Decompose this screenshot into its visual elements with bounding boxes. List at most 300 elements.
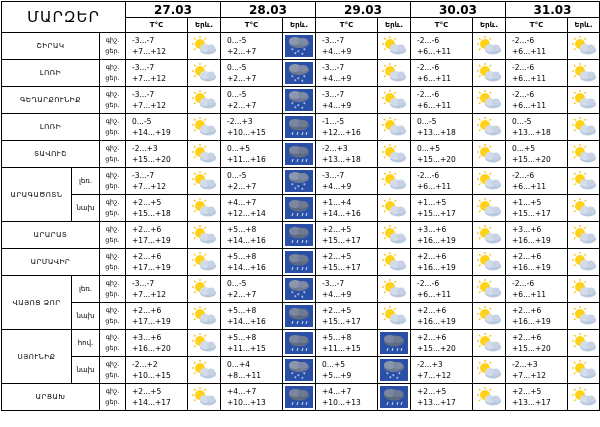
night-temp: -2...-6	[512, 171, 535, 180]
svg-text:*: *	[294, 376, 297, 381]
sun-cloud-icon	[568, 114, 600, 141]
night-temp: -2...+3	[512, 360, 538, 369]
temp-cell	[221, 60, 283, 87]
temp-cell	[506, 60, 568, 87]
temp-cell	[411, 168, 473, 195]
svg-text:*: *	[303, 183, 306, 189]
day-temp: +14...+16	[227, 317, 266, 326]
svg-text:*: *	[297, 185, 300, 191]
temp-cell	[411, 33, 473, 60]
temp-cell	[506, 222, 568, 249]
temp-cell	[411, 330, 473, 357]
night-temp: 0...-5	[227, 171, 247, 180]
day-temp: +17...+19	[132, 317, 171, 326]
temp-cell	[126, 87, 188, 114]
sun-cloud-icon	[568, 168, 600, 195]
sun-cloud-icon	[473, 222, 506, 249]
night-temp: -2...+3	[417, 360, 443, 369]
day-temp: +6...+11	[417, 74, 452, 83]
night-temp: +2...+6	[512, 252, 542, 261]
rain-icon	[283, 114, 316, 141]
day-temp: +13...+18	[512, 128, 551, 137]
temp-cell	[316, 357, 378, 384]
day-label: ցեր.	[105, 290, 120, 298]
temp-cell	[411, 357, 473, 384]
day-temp: +14...+19	[132, 128, 171, 137]
night-label: գիշ.	[105, 36, 120, 44]
forecast-table	[1, 1, 600, 411]
date-header: 27.03	[126, 2, 221, 18]
temp-cell	[126, 195, 188, 222]
day-temp: +16...+20	[132, 344, 171, 353]
rain-icon	[283, 222, 316, 249]
night-temp: +3...+6	[132, 333, 162, 342]
temp-cell	[411, 60, 473, 87]
day-temp: +15...+18	[132, 209, 171, 218]
sun-cloud-icon	[378, 114, 411, 141]
svg-text:*: *	[392, 374, 395, 380]
region-name: ԱՐՑԱԽ	[2, 384, 100, 411]
snow-icon	[283, 357, 316, 384]
day-temp: +11...+15	[322, 344, 361, 353]
time-labels	[100, 357, 126, 384]
sun-cloud-icon	[568, 33, 600, 60]
day-temp: +6...+11	[417, 182, 452, 191]
day-temp: +7...+12	[132, 74, 167, 83]
day-temp: +11...+15	[227, 344, 266, 353]
snow-icon	[283, 168, 316, 195]
day-temp: +16...+19	[417, 236, 456, 245]
svg-text:*: *	[297, 293, 300, 299]
temp-cell	[221, 141, 283, 168]
night-label: գիշ.	[105, 306, 120, 314]
sun-cloud-icon	[188, 303, 221, 330]
day-temp: +6...+11	[512, 182, 547, 191]
night-temp: 0...-5	[227, 63, 247, 72]
temp-cell	[316, 384, 378, 411]
day-temp: +14...+16	[227, 236, 266, 245]
temp-header: T°C	[316, 18, 378, 33]
sun-cloud-icon	[473, 303, 506, 330]
temp-cell	[411, 303, 473, 330]
sun-cloud-icon	[188, 141, 221, 168]
day-temp: +10...+15	[132, 371, 171, 380]
region-name: ԱՐԱԳԱԾՈՏՆ	[2, 168, 72, 222]
day-temp: +6...+11	[417, 47, 452, 56]
svg-text:*: *	[297, 104, 300, 110]
zone-label: հով.	[72, 330, 100, 357]
sun-cloud-icon	[568, 330, 600, 357]
day-temp: +10...+15	[227, 128, 266, 137]
night-temp: +5...+8	[227, 225, 257, 234]
sun-cloud-icon	[473, 249, 506, 276]
rain-icon	[283, 384, 316, 411]
sun-cloud-icon	[568, 195, 600, 222]
sun-cloud-icon	[188, 114, 221, 141]
day-temp: +15...+17	[322, 263, 361, 272]
sun-cloud-icon	[378, 276, 411, 303]
snow-icon	[283, 60, 316, 87]
day-temp: +14...+16	[322, 209, 361, 218]
temp-cell	[316, 222, 378, 249]
temp-cell	[316, 60, 378, 87]
sun-cloud-icon	[188, 357, 221, 384]
night-temp: -2...-6	[512, 63, 535, 72]
night-temp: 0...+4	[227, 360, 250, 369]
snow-icon	[283, 33, 316, 60]
region-name: ՏԱՎՈՒՇ	[2, 141, 100, 168]
sun-cloud-icon	[568, 60, 600, 87]
night-temp: -3...-7	[132, 63, 155, 72]
night-temp: -2...+3	[322, 144, 348, 153]
temp-cell	[126, 357, 188, 384]
temp-cell	[221, 303, 283, 330]
temp-cell	[126, 330, 188, 357]
day-temp: +13...+18	[417, 128, 456, 137]
rain-icon	[283, 195, 316, 222]
temp-cell	[506, 330, 568, 357]
region-name: ԱՐԱՐԱՏ	[2, 222, 100, 249]
night-temp: -3...-7	[132, 279, 155, 288]
time-labels	[100, 384, 126, 411]
day-temp: +15...+17	[417, 209, 456, 218]
day-label: ցեր.	[105, 263, 120, 271]
day-temp: +10...+13	[322, 398, 361, 407]
sun-cloud-icon	[473, 195, 506, 222]
night-temp: +4...+7	[322, 387, 352, 396]
night-temp: +4...+7	[227, 387, 257, 396]
day-temp: +2...+7	[227, 101, 257, 110]
table-row	[2, 249, 600, 276]
temp-header: T°C	[126, 18, 188, 33]
sun-cloud-icon	[188, 87, 221, 114]
day-temp: +17...+19	[132, 236, 171, 245]
temp-cell	[316, 303, 378, 330]
zone-label: նախ	[72, 195, 100, 222]
region-name: ԱՐՄԱՎԻՐ	[2, 249, 100, 276]
day-temp: +16...+19	[512, 317, 551, 326]
table-title: ՄԱՐԶԵՐ	[2, 2, 126, 33]
sun-cloud-icon	[568, 276, 600, 303]
sun-cloud-icon	[378, 141, 411, 168]
region-name: ՇԻՐԱԿ	[2, 33, 100, 60]
table-row	[2, 114, 600, 141]
day-label: ցեր.	[105, 47, 120, 55]
sun-cloud-icon	[378, 33, 411, 60]
night-label: գիշ.	[105, 117, 120, 125]
day-label: ցեր.	[105, 128, 120, 136]
day-temp: +11...+16	[227, 155, 266, 164]
night-temp: +1...+5	[417, 198, 447, 207]
table-row	[2, 141, 600, 168]
table-row	[2, 357, 600, 384]
rain-icon	[283, 303, 316, 330]
temp-cell	[126, 303, 188, 330]
day-temp: +12...+14	[227, 209, 266, 218]
table-row	[2, 168, 600, 195]
svg-text:*: *	[294, 79, 297, 84]
date-header: 28.03	[221, 2, 316, 18]
svg-text:*: *	[389, 376, 392, 381]
temp-cell	[316, 33, 378, 60]
sun-cloud-icon	[568, 141, 600, 168]
svg-text:*: *	[301, 79, 304, 84]
phenomena-header: Երև.	[378, 18, 411, 33]
zone-label: նախ	[72, 357, 100, 384]
svg-text:*: *	[301, 106, 304, 111]
temp-cell	[506, 33, 568, 60]
temp-cell	[316, 249, 378, 276]
svg-text:*: *	[297, 77, 300, 83]
temp-cell	[506, 114, 568, 141]
time-labels	[100, 276, 126, 303]
day-temp: +15...+20	[417, 155, 456, 164]
day-temp: +14...+17	[132, 398, 171, 407]
zone-label: լեռ.	[72, 276, 100, 303]
rain-icon	[283, 249, 316, 276]
day-temp: +6...+11	[512, 290, 547, 299]
night-temp: -2...-6	[417, 36, 440, 45]
temp-cell	[221, 384, 283, 411]
svg-text:*: *	[294, 106, 297, 111]
temp-cell	[221, 195, 283, 222]
temp-cell	[316, 141, 378, 168]
time-labels	[100, 87, 126, 114]
day-label: ցեր.	[105, 74, 120, 82]
night-temp: 0...-5	[417, 117, 437, 126]
rain-icon	[283, 141, 316, 168]
night-temp: -2...-6	[512, 90, 535, 99]
night-temp: +2...+6	[132, 225, 162, 234]
sun-cloud-icon	[188, 222, 221, 249]
time-labels	[100, 195, 126, 222]
temp-cell	[221, 330, 283, 357]
temp-header: T°C	[221, 18, 283, 33]
day-temp: +7...+12	[512, 371, 547, 380]
temp-cell	[126, 168, 188, 195]
svg-text:*: *	[291, 183, 294, 189]
night-temp: +2...+5	[322, 225, 352, 234]
svg-text:*: *	[291, 102, 294, 108]
night-temp: -2...+3	[227, 117, 253, 126]
night-temp: +3...+6	[417, 225, 447, 234]
day-temp: +15...+20	[512, 344, 551, 353]
sun-cloud-icon	[378, 303, 411, 330]
night-label: գիշ.	[105, 144, 120, 152]
temp-cell	[411, 87, 473, 114]
day-temp: +7...+12	[132, 101, 167, 110]
sun-cloud-icon	[188, 168, 221, 195]
temp-header: T°C	[411, 18, 473, 33]
day-temp: +15...+20	[417, 344, 456, 353]
svg-text:*: *	[294, 187, 297, 192]
day-label: ցեր.	[105, 398, 120, 406]
svg-text:*: *	[303, 48, 306, 54]
day-temp: +8...+11	[227, 371, 262, 380]
day-temp: +4...+9	[322, 47, 352, 56]
night-label: գիշ.	[105, 171, 120, 179]
night-temp: -2...-6	[417, 279, 440, 288]
snow-icon	[283, 87, 316, 114]
night-temp: -3...-7	[322, 171, 345, 180]
night-label: գիշ.	[105, 225, 120, 233]
sun-cloud-icon	[568, 249, 600, 276]
date-header: 31.03	[506, 2, 600, 18]
night-temp: +5...+8	[227, 333, 257, 342]
night-label: գիշ.	[105, 387, 120, 395]
temp-cell	[126, 276, 188, 303]
time-labels	[100, 141, 126, 168]
svg-text:*: *	[297, 50, 300, 56]
sun-cloud-icon	[473, 87, 506, 114]
sun-cloud-icon	[378, 87, 411, 114]
snow-icon	[283, 276, 316, 303]
night-temp: 0...-5	[227, 279, 247, 288]
time-labels	[100, 330, 126, 357]
night-temp: 0...+5	[322, 360, 345, 369]
sun-cloud-icon	[188, 195, 221, 222]
sun-cloud-icon	[378, 222, 411, 249]
temp-cell	[126, 384, 188, 411]
table-row	[2, 195, 600, 222]
day-temp: +2...+7	[227, 47, 257, 56]
table-row	[2, 33, 600, 60]
sun-cloud-icon	[568, 303, 600, 330]
temp-cell	[316, 168, 378, 195]
sun-cloud-icon	[378, 60, 411, 87]
night-temp: -3...-7	[322, 63, 345, 72]
temp-cell	[411, 114, 473, 141]
day-label: ցեր.	[105, 182, 120, 190]
svg-text:*: *	[303, 102, 306, 108]
night-temp: 0...-5	[132, 117, 152, 126]
day-label: ցեր.	[105, 236, 120, 244]
svg-text:*: *	[291, 48, 294, 54]
night-label: գիշ.	[105, 279, 120, 287]
svg-text:*: *	[301, 52, 304, 57]
sun-cloud-icon	[378, 249, 411, 276]
svg-text:*: *	[301, 376, 304, 381]
day-temp: +13...+18	[322, 155, 361, 164]
temp-cell	[411, 195, 473, 222]
svg-text:*: *	[291, 372, 294, 378]
temp-cell	[126, 114, 188, 141]
temp-cell	[411, 249, 473, 276]
temp-cell	[126, 249, 188, 276]
temp-cell	[506, 276, 568, 303]
temp-cell	[221, 33, 283, 60]
night-temp: 0...-5	[227, 36, 247, 45]
time-labels	[100, 33, 126, 60]
day-label: ցեր.	[105, 101, 120, 109]
sun-cloud-icon	[568, 87, 600, 114]
night-temp: +2...+5	[132, 198, 162, 207]
svg-text:*: *	[294, 295, 297, 300]
sun-cloud-icon	[473, 330, 506, 357]
night-temp: 0...-5	[512, 117, 532, 126]
temp-cell	[411, 141, 473, 168]
night-temp: +2...+5	[322, 306, 352, 315]
temp-cell	[506, 87, 568, 114]
night-temp: +1...+4	[322, 198, 352, 207]
day-temp: +6...+11	[512, 101, 547, 110]
day-temp: +4...+9	[322, 182, 352, 191]
phenomena-header: Երև.	[473, 18, 506, 33]
day-temp: +4...+9	[322, 290, 352, 299]
night-temp: -3...-7	[322, 90, 345, 99]
temp-cell	[221, 249, 283, 276]
night-temp: -3...-7	[322, 279, 345, 288]
day-temp: +13...+17	[512, 398, 551, 407]
temp-cell	[316, 195, 378, 222]
sun-cloud-icon	[473, 60, 506, 87]
day-temp: +16...+19	[417, 263, 456, 272]
svg-text:*: *	[396, 376, 399, 381]
temp-cell	[506, 168, 568, 195]
night-temp: 0...+5	[512, 144, 535, 153]
phenomena-header: Երև.	[568, 18, 600, 33]
night-temp: -3...-7	[132, 90, 155, 99]
day-temp: +15...+17	[322, 317, 361, 326]
day-temp: +6...+11	[512, 47, 547, 56]
time-labels	[100, 168, 126, 195]
temp-cell	[126, 141, 188, 168]
sun-cloud-icon	[188, 249, 221, 276]
region-name: ԳԵՂԱՐՔՈՒՆԻՔ	[2, 87, 100, 114]
temp-cell	[506, 303, 568, 330]
temp-cell	[316, 87, 378, 114]
temp-cell	[316, 114, 378, 141]
night-temp: -3...-7	[322, 36, 345, 45]
night-temp: -3...-7	[132, 171, 155, 180]
day-temp: +7...+12	[132, 47, 167, 56]
region-name: ՍՅՈՒՆԻՔ	[2, 330, 72, 384]
sun-cloud-icon	[473, 384, 506, 411]
table-row	[2, 60, 600, 87]
temp-cell	[126, 33, 188, 60]
svg-text:*: *	[303, 75, 306, 81]
date-header: 30.03	[411, 2, 506, 18]
sun-cloud-icon	[188, 330, 221, 357]
night-temp: +2...+5	[132, 387, 162, 396]
table-row	[2, 276, 600, 303]
time-labels	[100, 60, 126, 87]
temp-cell	[221, 357, 283, 384]
day-temp: +2...+7	[227, 74, 257, 83]
svg-text:*: *	[301, 295, 304, 300]
table-row	[2, 222, 600, 249]
temp-cell	[221, 222, 283, 249]
rain-icon	[283, 330, 316, 357]
night-temp: +2...+6	[132, 252, 162, 261]
sun-cloud-icon	[473, 276, 506, 303]
night-temp: -2...-6	[512, 279, 535, 288]
day-temp: +15...+17	[512, 209, 551, 218]
temp-cell	[221, 276, 283, 303]
svg-text:*: *	[301, 187, 304, 192]
day-temp: +2...+7	[227, 290, 257, 299]
night-temp: +5...+8	[227, 306, 257, 315]
temp-cell	[411, 384, 473, 411]
night-temp: +2...+6	[417, 333, 447, 342]
sun-cloud-icon	[378, 168, 411, 195]
night-temp: +2...+5	[322, 252, 352, 261]
day-label: ցեր.	[105, 317, 120, 325]
night-temp: +2...+6	[132, 306, 162, 315]
svg-text:*: *	[291, 291, 294, 297]
sun-cloud-icon	[568, 222, 600, 249]
table-row	[2, 384, 600, 411]
